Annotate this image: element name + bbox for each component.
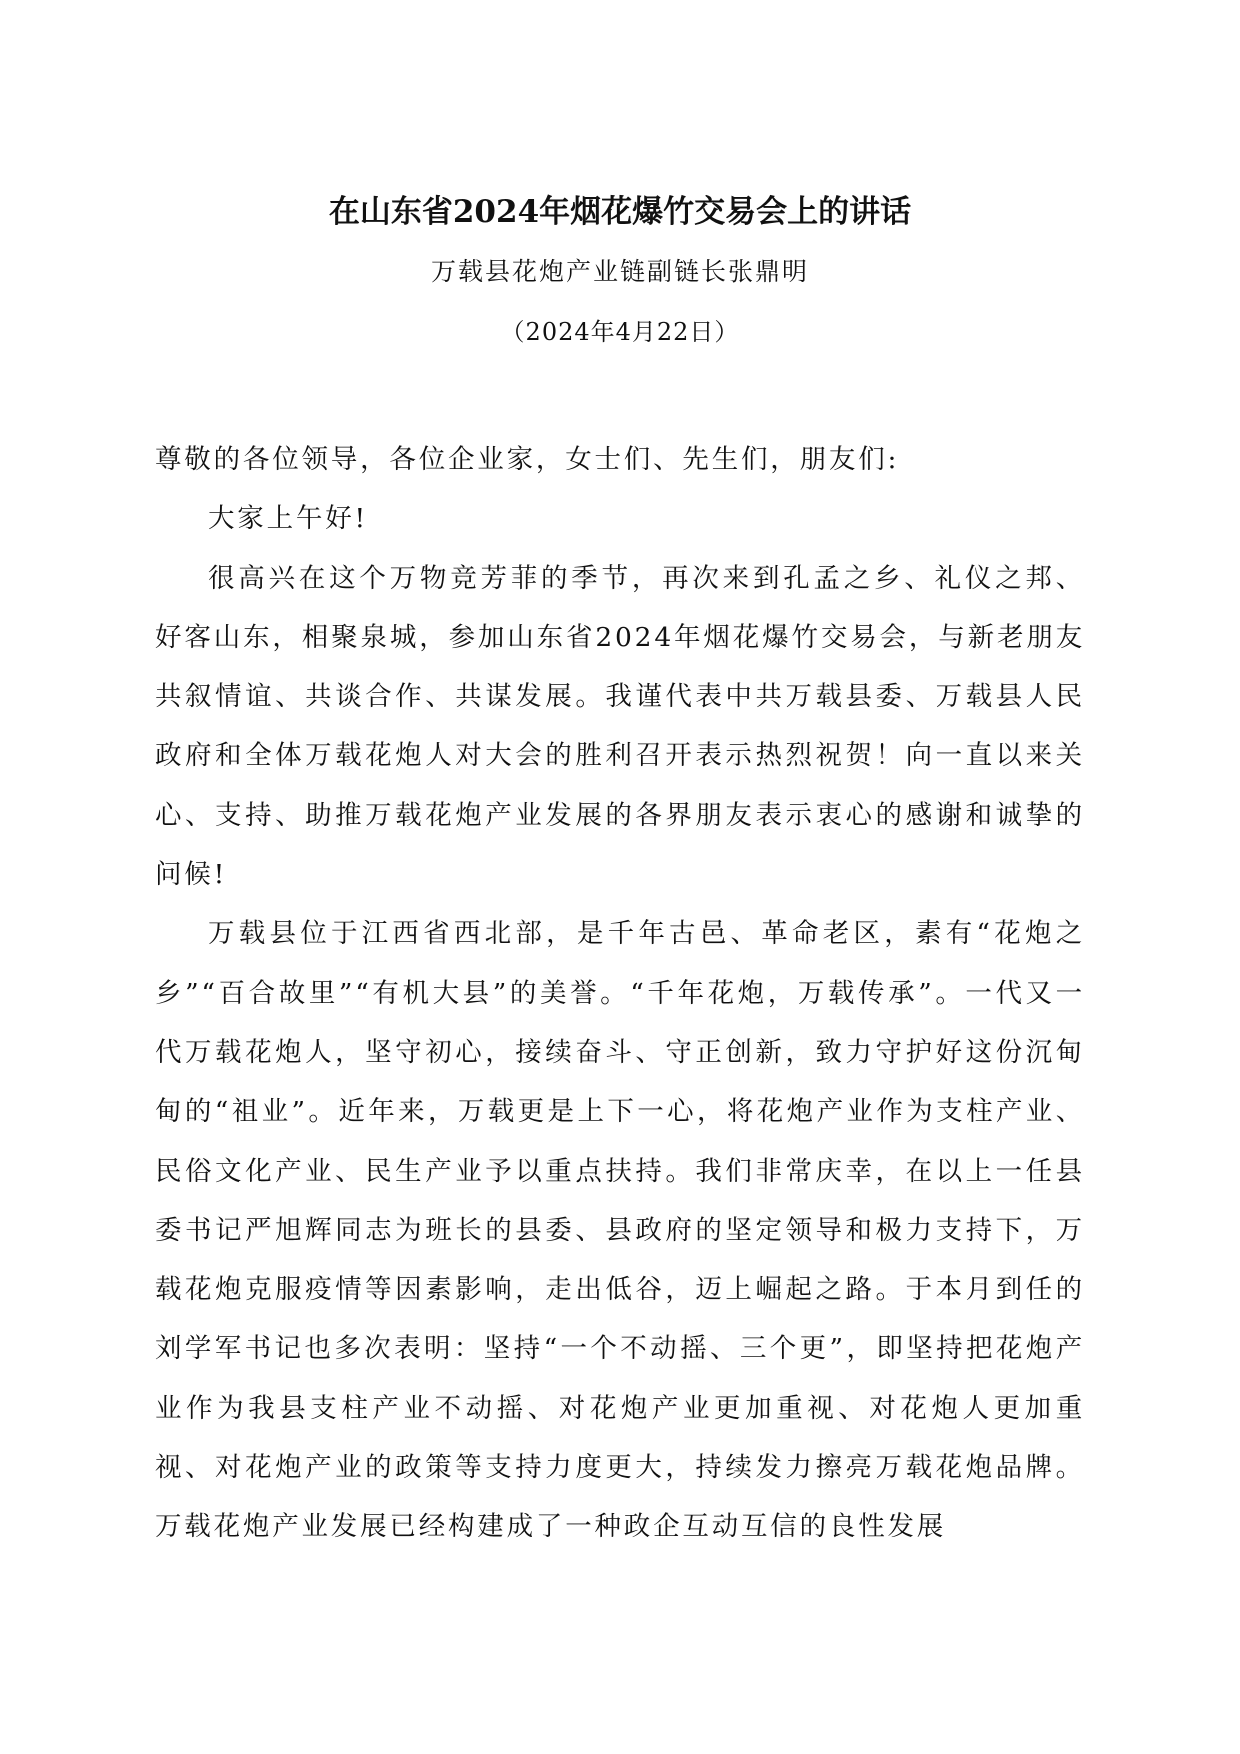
document-author: 万载县花炮产业链副链长张鼎明: [430, 257, 809, 286]
paragraph-greeting: 大家上午好!: [208, 503, 368, 535]
document-date: （2024年4月22日）: [500, 318, 740, 346]
paragraph-welcome: 很高兴在这个万物竞芳菲的季节，再次来到孔孟之乡、礼仪之邦、好客山东，相聚泉城，参加山东省2024年烟花爆竹交易会，与新老朋友共叙情谊、共谈合作、共谋发展。我谨代表中共万载县委、万载县人民政府和全体万载花炮人对大会的胜利召开表示热烈祝贺！向一直以来关心、支持、助推万载花炮产业发展的各界朋友表示衷心的感谢和诚挚的问候!: [155, 562, 1085, 891]
salutation: 尊敬的各位领导，各位企业家，女士们、先生们，朋友们:: [155, 444, 900, 475]
paragraph-county-intro: 万载县位于江西省西北部，是千年古邑、革命老区，素有“花炮之乡”“百合故里”“有机大县”的美誉。“千年花炮，万载传承”。一代又一代万载花炮人，坚守初心，接续奋斗、守正创新，致力守护好这份沉甸甸的“祖业”。近年来，万载更是上下一心，将花炮产业作为支柱产业、民俗文化产业、民生产业予以重点扶持。我们非常庆幸，在以上一任县委书记严旭辉同志为班长的县委、县政府的坚定领导和极力支持下，万载花炮克服疫情等因素影响，走出低谷，迈上崛起之路。于本月到任的刘学军书记也多次表明：坚持“一个不动摇、三个更”，即坚持把花炮产业作为我县支柱产业不动摇、对花炮产业更加重视、对花炮人更加重视、对花炮产业的政策等支持力度更大，持续发力擦亮万载花炮品牌。万载花炮产业发展已经构建成了一种政企互动互信的良性发展: [155, 918, 1085, 1543]
document-title: 在山东省2024年烟花爆竹交易会上的讲话: [328, 194, 912, 230]
document-body: [155, 430, 1085, 1557]
